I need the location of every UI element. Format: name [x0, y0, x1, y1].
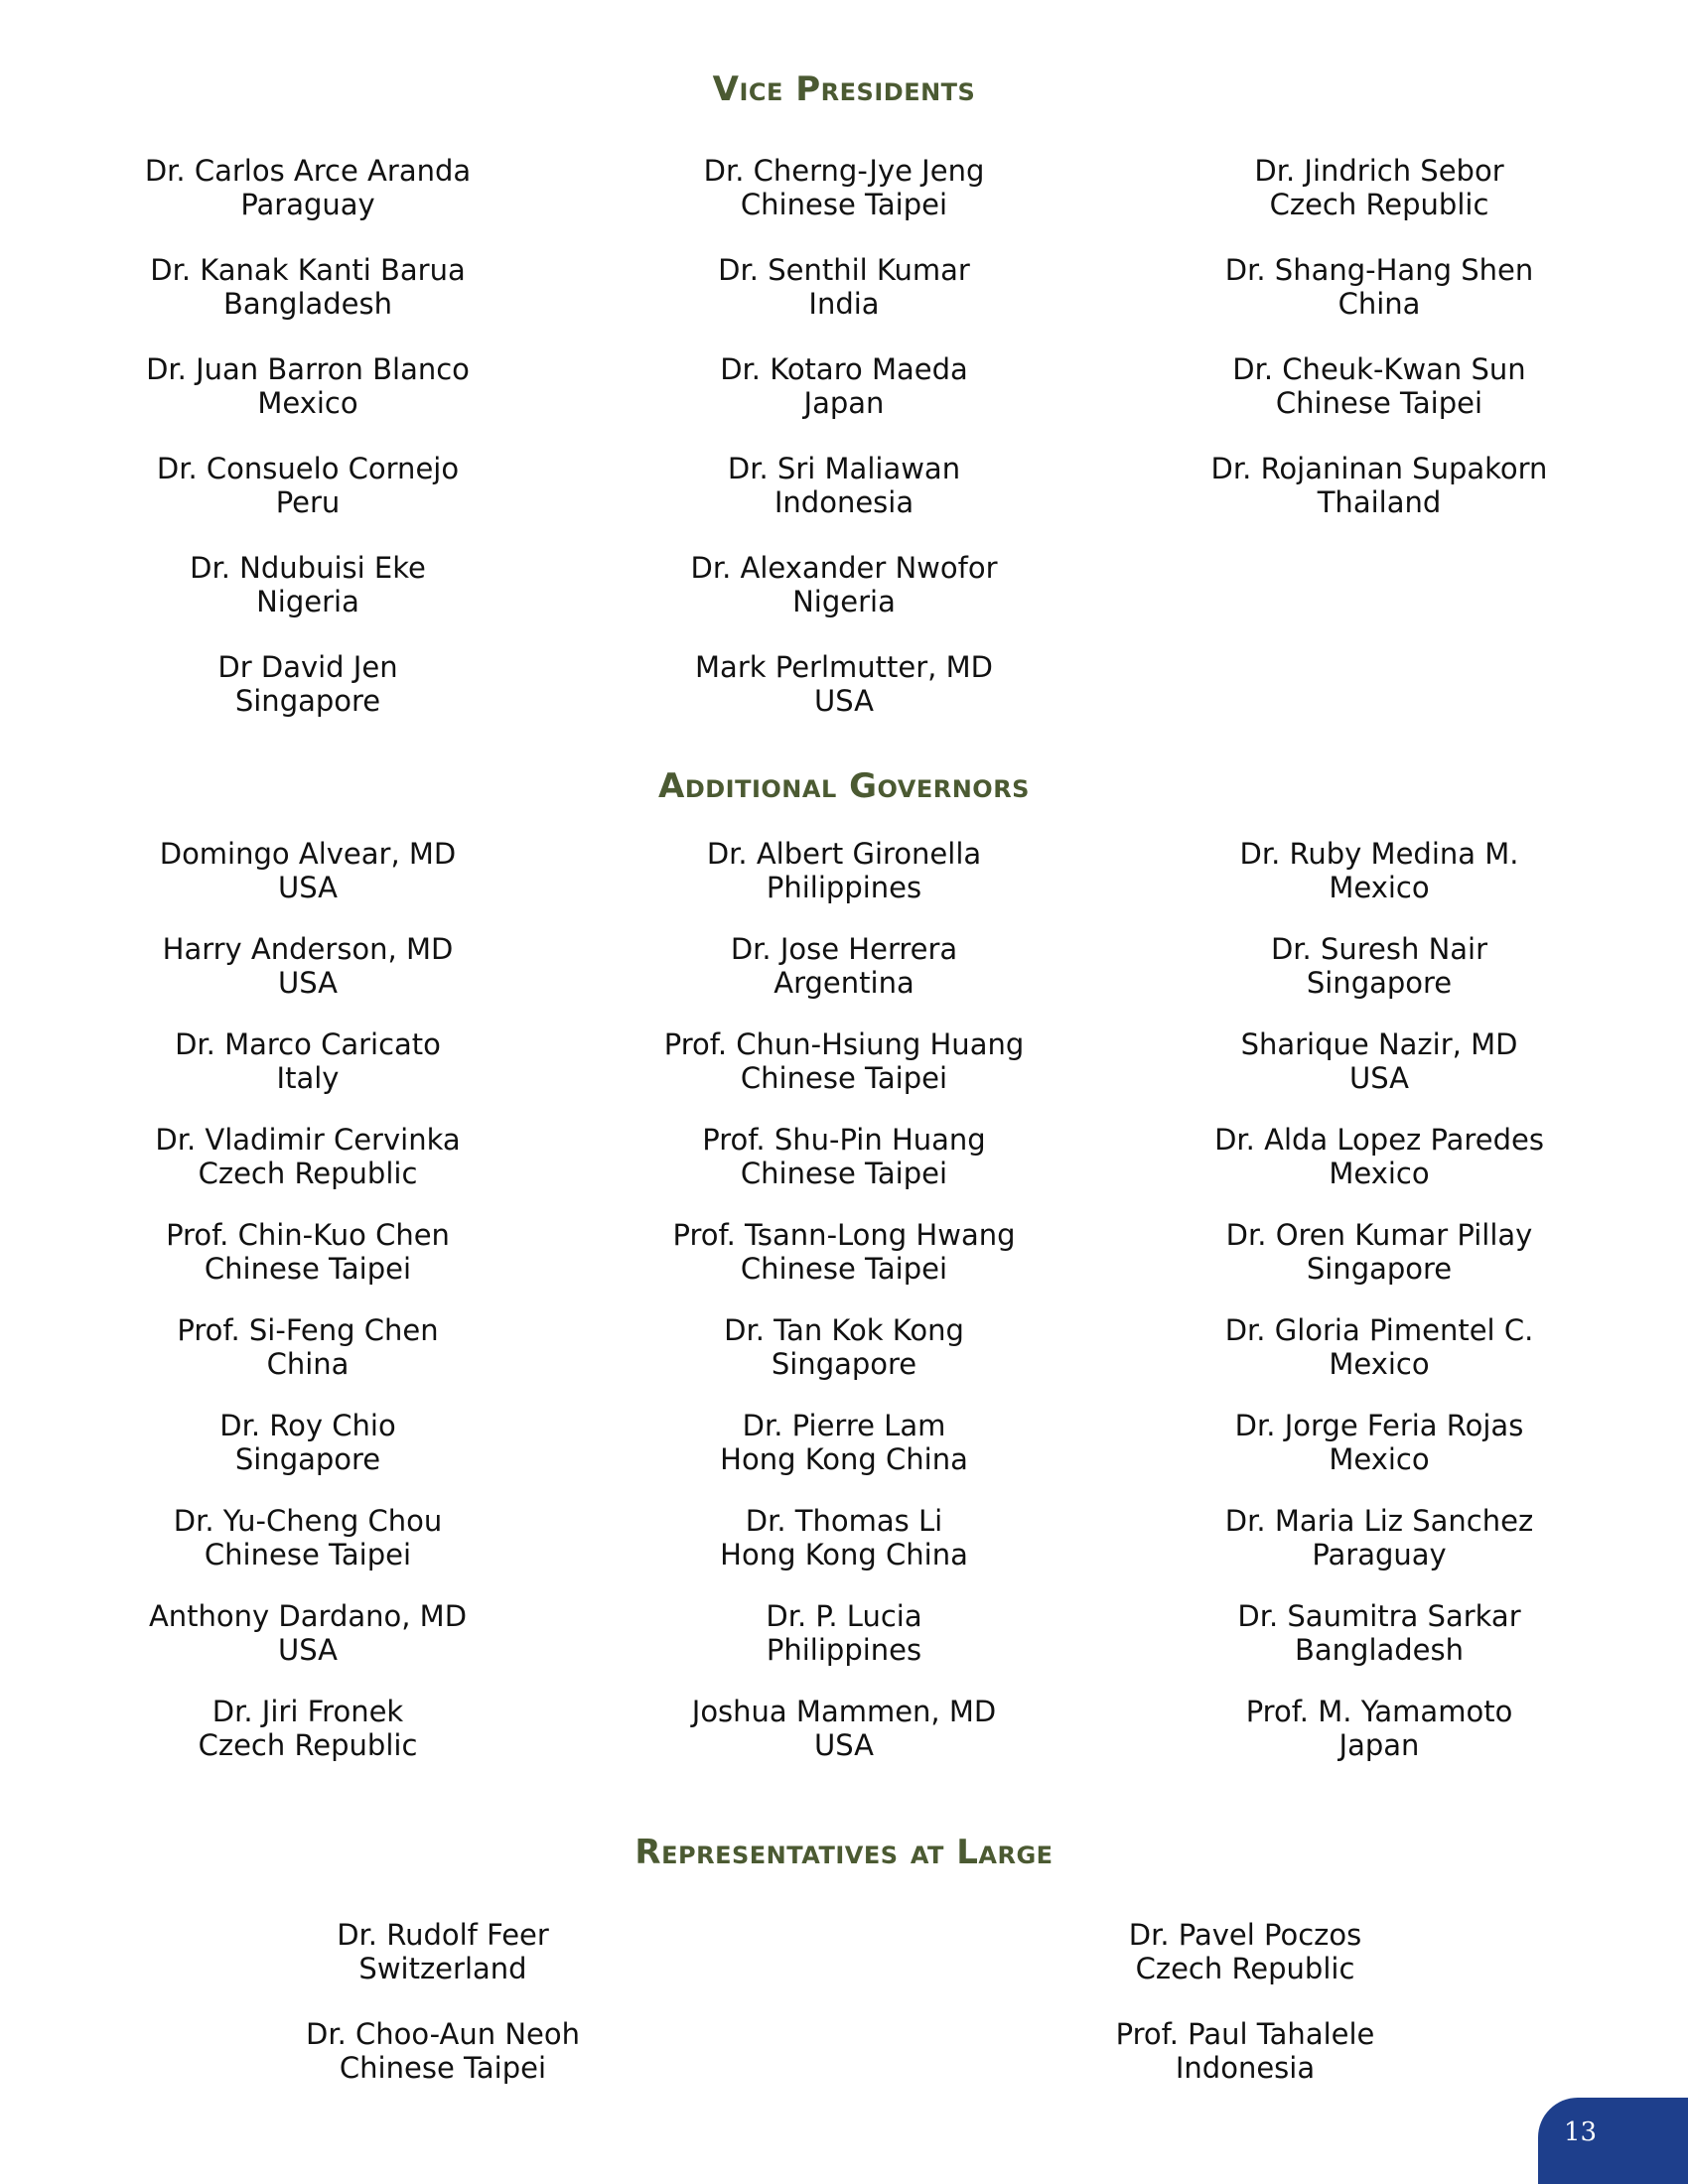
member-country: Hong Kong China — [720, 1538, 968, 1571]
member-entry — [30, 837, 586, 932]
gov-column-1 — [30, 837, 586, 1790]
member-country: Czech Republic — [198, 1728, 418, 1762]
member-name: Prof. Paul Tahalele — [1115, 2017, 1375, 2051]
member-entry — [1101, 352, 1657, 452]
member-entry — [566, 1695, 1122, 1790]
member-entry — [967, 2017, 1523, 2116]
member-country: USA — [277, 966, 338, 1000]
member-entry — [566, 253, 1122, 352]
member-country: Singapore — [771, 1347, 917, 1381]
page-number: 13 — [1564, 2117, 1598, 2147]
member-country: Singapore — [1306, 966, 1453, 1000]
member-entry — [30, 1504, 586, 1599]
member-country: Singapore — [234, 684, 381, 718]
member-country: China — [266, 1347, 350, 1381]
member-name: Dr. Ruby Medina M. — [1239, 837, 1519, 871]
member-entry — [967, 1918, 1523, 2017]
member-entry — [1101, 1313, 1657, 1409]
member-country: USA — [813, 684, 874, 718]
member-name: Dr. Rudolf Feer — [337, 1918, 549, 1952]
member-country: Mexico — [1329, 1347, 1430, 1381]
member-name: Dr. Saumitra Sarkar — [1237, 1599, 1521, 1633]
member-entry — [1101, 1695, 1657, 1790]
member-name: Dr. Alexander Nwofor — [690, 551, 998, 585]
member-name: Dr. Senthil Kumar — [718, 253, 970, 287]
member-name: Dr. Ndubuisi Eke — [190, 551, 426, 585]
member-country: Switzerland — [358, 1952, 527, 1985]
member-name: Dr. Sri Maliawan — [727, 452, 961, 485]
member-entry — [30, 1123, 586, 1218]
member-country: Chinese Taipei — [204, 1252, 412, 1286]
member-entry — [165, 1918, 721, 2017]
member-entry — [30, 1599, 586, 1695]
member-name: Dr. Rojaninan Supakorn — [1210, 452, 1548, 485]
member-country: Nigeria — [792, 585, 896, 618]
member-country: Japan — [803, 386, 885, 420]
member-name: Prof. Shu-Pin Huang — [702, 1123, 986, 1157]
member-country: Paraguay — [1312, 1538, 1447, 1571]
member-entry — [30, 154, 586, 253]
member-entry — [566, 1504, 1122, 1599]
member-country: Singapore — [234, 1442, 381, 1476]
member-name: Dr. Kotaro Maeda — [720, 352, 968, 386]
member-name: Dr. Tan Kok Kong — [724, 1313, 964, 1347]
member-name: Dr. Jiri Fronek — [211, 1695, 404, 1728]
member-entry — [566, 1599, 1122, 1695]
member-country: Hong Kong China — [720, 1442, 968, 1476]
vp-column-1 — [30, 154, 586, 750]
member-name: Dr. Jose Herrera — [730, 932, 958, 966]
member-name: Dr. Roy Chio — [219, 1409, 396, 1442]
member-country: USA — [277, 871, 338, 904]
vp-column-3 — [1101, 154, 1657, 551]
member-name: Dr David Jen — [217, 650, 398, 684]
section-title-additional-governors: Additional Governors — [658, 766, 1030, 806]
member-entry — [1101, 932, 1657, 1027]
member-entry — [566, 452, 1122, 551]
member-country: Czech Republic — [198, 1157, 418, 1190]
member-name: Prof. Chin-Kuo Chen — [166, 1218, 450, 1252]
member-entry — [30, 253, 586, 352]
member-country: Indonesia — [1175, 2051, 1316, 2085]
member-country: Mexico — [1329, 1442, 1430, 1476]
member-country: Chinese Taipei — [740, 1252, 948, 1286]
member-country: Thailand — [1317, 485, 1442, 519]
member-name: Dr. Shang-Hang Shen — [1224, 253, 1534, 287]
member-entry — [1101, 1123, 1657, 1218]
member-country: Chinese Taipei — [740, 1061, 948, 1095]
member-country: India — [808, 287, 880, 321]
member-name: Harry Anderson, MD — [162, 932, 454, 966]
member-country: Czech Republic — [1135, 1952, 1355, 1985]
member-entry — [165, 2017, 721, 2116]
member-entry — [30, 551, 586, 650]
member-name: Dr. Jorge Feria Rojas — [1234, 1409, 1524, 1442]
member-name: Dr. Juan Barron Blanco — [146, 352, 470, 386]
member-name: Sharique Nazir, MD — [1240, 1027, 1518, 1061]
member-country: Indonesia — [774, 485, 914, 519]
member-country: Argentina — [774, 966, 914, 1000]
member-name: Dr. Carlos Arce Aranda — [144, 154, 472, 188]
member-entry — [30, 352, 586, 452]
member-country: Chinese Taipei — [740, 188, 948, 221]
member-entry — [566, 1409, 1122, 1504]
member-country: Czech Republic — [1269, 188, 1489, 221]
member-name: Prof. M. Yamamoto — [1245, 1695, 1513, 1728]
member-name: Dr. Consuelo Cornejo — [156, 452, 460, 485]
rep-column-1 — [165, 1918, 721, 2116]
member-entry — [566, 352, 1122, 452]
member-name: Dr. Albert Gironella — [706, 837, 982, 871]
member-entry — [566, 650, 1122, 750]
member-country: Paraguay — [240, 188, 375, 221]
member-name: Dr. Oren Kumar Pillay — [1225, 1218, 1533, 1252]
member-name: Dr. Thomas Li — [745, 1504, 943, 1538]
member-country: Bangladesh — [1294, 1633, 1465, 1667]
member-name: Dr. Choo-Aun Neoh — [306, 2017, 580, 2051]
member-country: Italy — [276, 1061, 340, 1095]
member-entry — [1101, 1504, 1657, 1599]
member-country: China — [1337, 287, 1421, 321]
member-name: Dr. Alda Lopez Paredes — [1214, 1123, 1544, 1157]
member-entry — [566, 551, 1122, 650]
member-country: Singapore — [1306, 1252, 1453, 1286]
rep-column-2 — [967, 1918, 1523, 2116]
member-country: Mexico — [1329, 871, 1430, 904]
member-country: Chinese Taipei — [339, 2051, 547, 2085]
member-entry — [566, 1313, 1122, 1409]
member-entry — [30, 1313, 586, 1409]
member-name: Dr. Cherng-Jye Jeng — [703, 154, 985, 188]
member-name: Mark Perlmutter, MD — [695, 650, 993, 684]
member-country: Chinese Taipei — [1275, 386, 1483, 420]
section-title-representatives-at-large: Representatives at Large — [634, 1833, 1054, 1872]
member-country: Peru — [275, 485, 341, 519]
member-name: Prof. Tsann-Long Hwang — [672, 1218, 1016, 1252]
member-entry — [30, 650, 586, 750]
member-entry — [566, 1218, 1122, 1313]
member-name: Dr. Kanak Kanti Barua — [150, 253, 466, 287]
member-entry — [30, 452, 586, 551]
member-name: Dr. P. Lucia — [766, 1599, 922, 1633]
member-country: Chinese Taipei — [740, 1157, 948, 1190]
member-name: Dr. Jindrich Sebor — [1254, 154, 1504, 188]
member-country: Philippines — [766, 871, 922, 904]
member-name: Dr. Suresh Nair — [1270, 932, 1488, 966]
section-title-vice-presidents: Vice Presidents — [712, 69, 976, 109]
member-country: Mexico — [257, 386, 358, 420]
member-name: Prof. Chun-Hsiung Huang — [663, 1027, 1025, 1061]
member-country: USA — [813, 1728, 874, 1762]
member-entry — [1101, 1218, 1657, 1313]
member-entry — [566, 1123, 1122, 1218]
member-country: USA — [277, 1633, 338, 1667]
member-entry — [30, 932, 586, 1027]
member-entry — [1101, 1027, 1657, 1123]
member-name: Prof. Si-Feng Chen — [177, 1313, 439, 1347]
member-entry — [566, 837, 1122, 932]
member-entry — [1101, 1599, 1657, 1695]
member-entry — [1101, 1409, 1657, 1504]
member-country: Chinese Taipei — [204, 1538, 412, 1571]
member-entry — [30, 1695, 586, 1790]
member-name: Dr. Cheuk-Kwan Sun — [1232, 352, 1526, 386]
member-entry — [1101, 837, 1657, 932]
vp-column-2 — [566, 154, 1122, 750]
member-country: Japan — [1338, 1728, 1420, 1762]
member-country: USA — [1348, 1061, 1409, 1095]
member-country: Mexico — [1329, 1157, 1430, 1190]
member-name: Anthony Dardano, MD — [148, 1599, 468, 1633]
member-entry — [1101, 452, 1657, 551]
member-name: Joshua Mammen, MD — [691, 1695, 997, 1728]
member-entry — [30, 1027, 586, 1123]
member-name: Dr. Pavel Poczos — [1128, 1918, 1362, 1952]
gov-column-2 — [566, 837, 1122, 1790]
member-entry — [30, 1218, 586, 1313]
member-country: Bangladesh — [222, 287, 393, 321]
member-entry — [1101, 154, 1657, 253]
member-name: Domingo Alvear, MD — [159, 837, 457, 871]
member-country: Philippines — [766, 1633, 922, 1667]
member-entry — [566, 932, 1122, 1027]
member-name: Dr. Maria Liz Sanchez — [1224, 1504, 1534, 1538]
gov-column-3 — [1101, 837, 1657, 1790]
member-name: Dr. Marco Caricato — [175, 1027, 441, 1061]
member-name: Dr. Pierre Lam — [742, 1409, 946, 1442]
member-country: Nigeria — [256, 585, 359, 618]
page-number-tab — [1538, 2098, 1688, 2184]
member-name: Dr. Yu-Cheng Chou — [173, 1504, 443, 1538]
member-entry — [30, 1409, 586, 1504]
member-entry — [566, 154, 1122, 253]
member-name: Dr. Gloria Pimentel C. — [1224, 1313, 1534, 1347]
member-name: Dr. Vladimir Cervinka — [155, 1123, 461, 1157]
member-entry — [566, 1027, 1122, 1123]
member-entry — [1101, 253, 1657, 352]
